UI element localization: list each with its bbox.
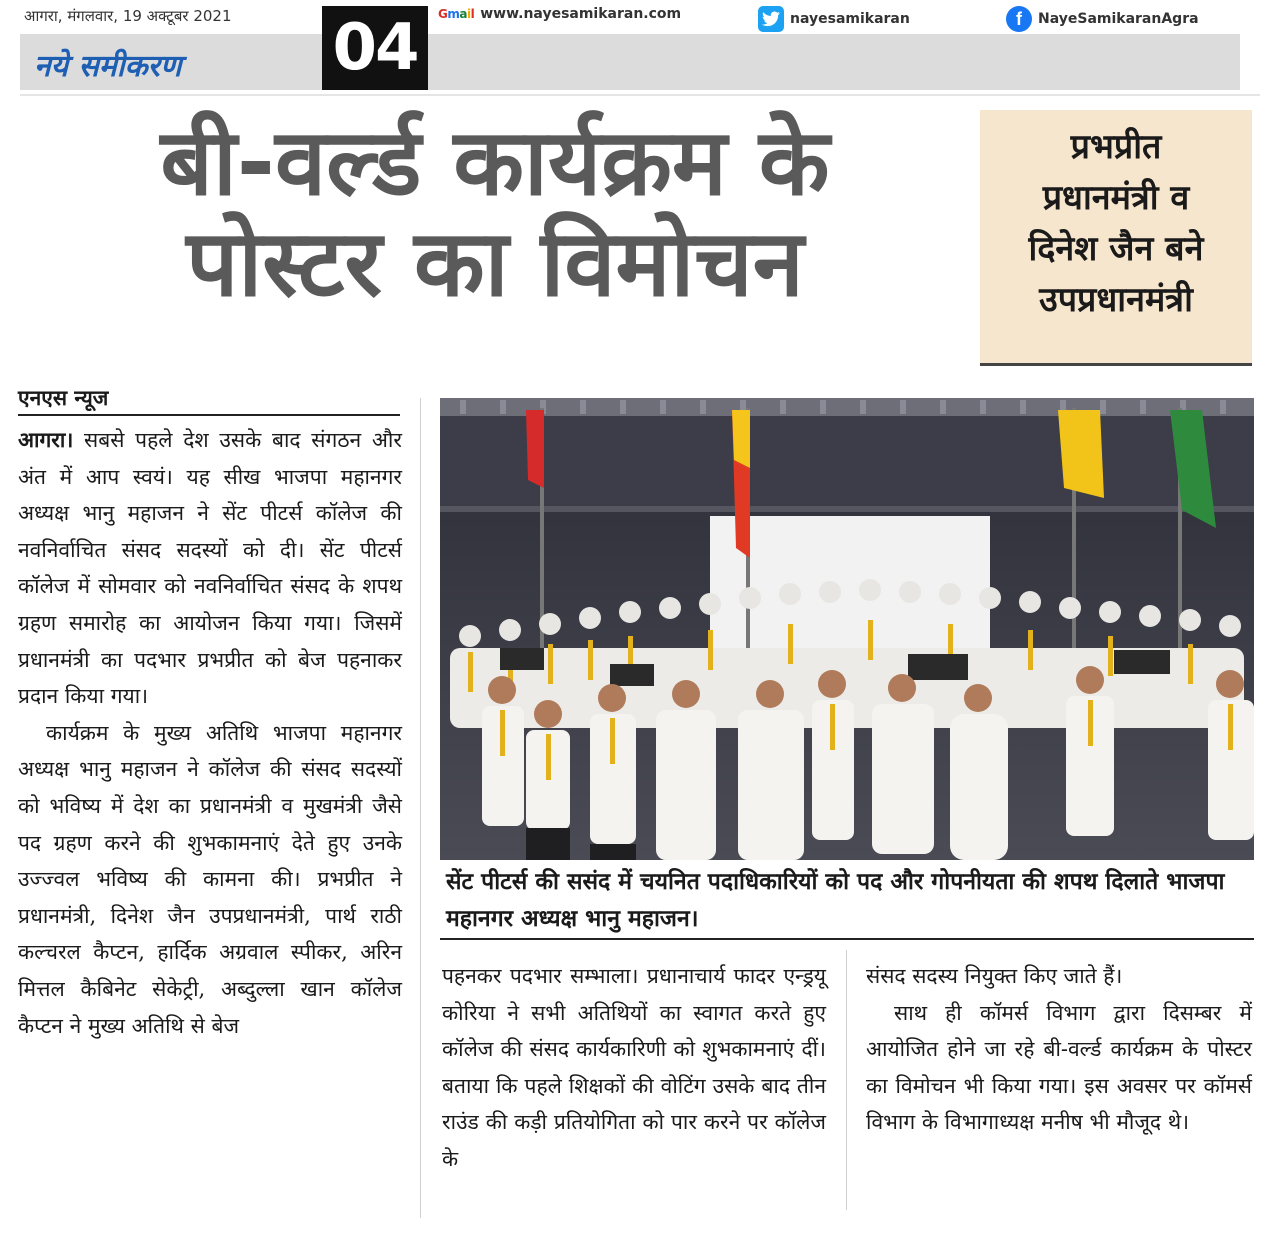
newspaper-logo: नये समीकरण bbox=[34, 49, 182, 84]
facebook-link[interactable] bbox=[1006, 6, 1199, 32]
twitter-label: nayesamikaran bbox=[790, 11, 910, 27]
headline bbox=[30, 109, 960, 318]
paragraph: संसद सदस्य नियुक्त किए जाते हैं। bbox=[866, 964, 1123, 988]
divider bbox=[20, 94, 1260, 96]
twitter-icon bbox=[758, 6, 784, 32]
masthead-band bbox=[20, 34, 1240, 90]
article-column-left bbox=[18, 422, 402, 1044]
photo-illustration bbox=[440, 398, 1254, 860]
paragraph: साथ ही कॉमर्स विभाग द्वारा दिसम्बर में आयोजित होने जा रहे बी-वर्ल्ड कार्यक्रम के पोस्टर का विमोचन भी किया गया। इस अवसर पर कॉमर्स विभाग के विभागाध्यक्ष मनीष भी मौजूद थे। bbox=[866, 1000, 1252, 1135]
dateline: आगरा। bbox=[18, 427, 74, 452]
page-number: 04 bbox=[322, 6, 428, 90]
byline: एनएस न्यूज bbox=[18, 384, 400, 416]
column-divider bbox=[420, 398, 421, 1218]
facebook-label: NayeSamikaranAgra bbox=[1038, 11, 1199, 27]
twitter-link[interactable] bbox=[758, 6, 910, 32]
highlight-box bbox=[980, 110, 1252, 366]
highlight-line: प्रधानमंत्री व bbox=[1042, 178, 1190, 218]
photo-caption: सेंट पीटर्स की ससंद में चयनित पदाधिकारियों को पद और गोपनीयता की शपथ दिलाते भाजपा महानगर अध्यक्ष भानु महाजन। bbox=[440, 860, 1254, 940]
paragraph: कार्यक्रम के मुख्य अतिथि भाजपा महानगर अध्यक्ष भानु महाजन ने कॉलेज की संसद सदस्यों को भविष्य में देश का प्रधानमंत्री व मुखमंत्री जैसे पद ग्रहण करने की शुभकामनाएं देते हुए उनके उज्ज्वल भविष्य की कामना की। प्रभप्रीत ने प्रधानमंत्री, दिनेश जैन उपप्रधानमंत्री, पार्थ राठी कल्चरल कैप्टन, हार्दिक अग्रवाल स्पीकर, अरिन मित्तल कैबिनेट सेकेट्री, अब्दुल्ला खान कॉलेज कैप्टन ने मुख्य अतिथि से बेज bbox=[18, 720, 402, 1038]
news-photo bbox=[440, 398, 1254, 860]
facebook-icon: f bbox=[1006, 6, 1032, 32]
highlight-line: उपप्रधानमंत्री bbox=[1039, 280, 1193, 320]
article-column-right bbox=[866, 958, 1252, 1141]
headline-line-2: पोस्टर का विमोचन bbox=[186, 210, 804, 318]
paragraph: पहनकर पदभार सम्भाला। प्रधानाचार्य फादर एन्ड्रयू कोरिया ने सभी अतिथियों का स्वागत करते हुए कॉलेज की संसद कार्यकारिणी को शुभकामनाएं दीं। बताया कि पहले शिक्षकों की वोटिंग उसके बाद तीन राउंड की कड़ी प्रतियोगिता को पार करने पर कॉलेज के bbox=[442, 964, 826, 1171]
website-link[interactable] bbox=[438, 6, 681, 22]
gmail-icon: Gmail bbox=[438, 7, 475, 21]
highlight-line: दिनेश जैन बने bbox=[1028, 229, 1204, 269]
article-column-middle bbox=[442, 958, 826, 1178]
column-divider bbox=[846, 950, 847, 1210]
highlight-line: प्रभप्रीत bbox=[1070, 127, 1162, 167]
paragraph: सबसे पहले देश उसके बाद संगठन और अंत में आप स्वयं। यह सीख भाजपा महानगर अध्यक्ष भानु महाजन ने सेंट पीटर्स कॉलेज की नवनिर्वाचित संसद सदस्यों को दी। सेंट पीटर्स कॉलेज में सोमवार को नवनिर्वाचित संसद के शपथ ग्रहण समारोह का आयोजन किया गया। जिसमें प्रधानमंत्री का पदभार प्रभप्रीत को बेज पहनाकर प्रदान किया गया। bbox=[18, 428, 402, 709]
headline-line-1: बी-वर्ल्ड कार्यक्रम के bbox=[160, 109, 830, 216]
website-label: www.nayesamikaran.com bbox=[480, 6, 682, 22]
issue-date: आगरा, मंगलवार, 19 अक्टूबर 2021 bbox=[24, 7, 232, 25]
